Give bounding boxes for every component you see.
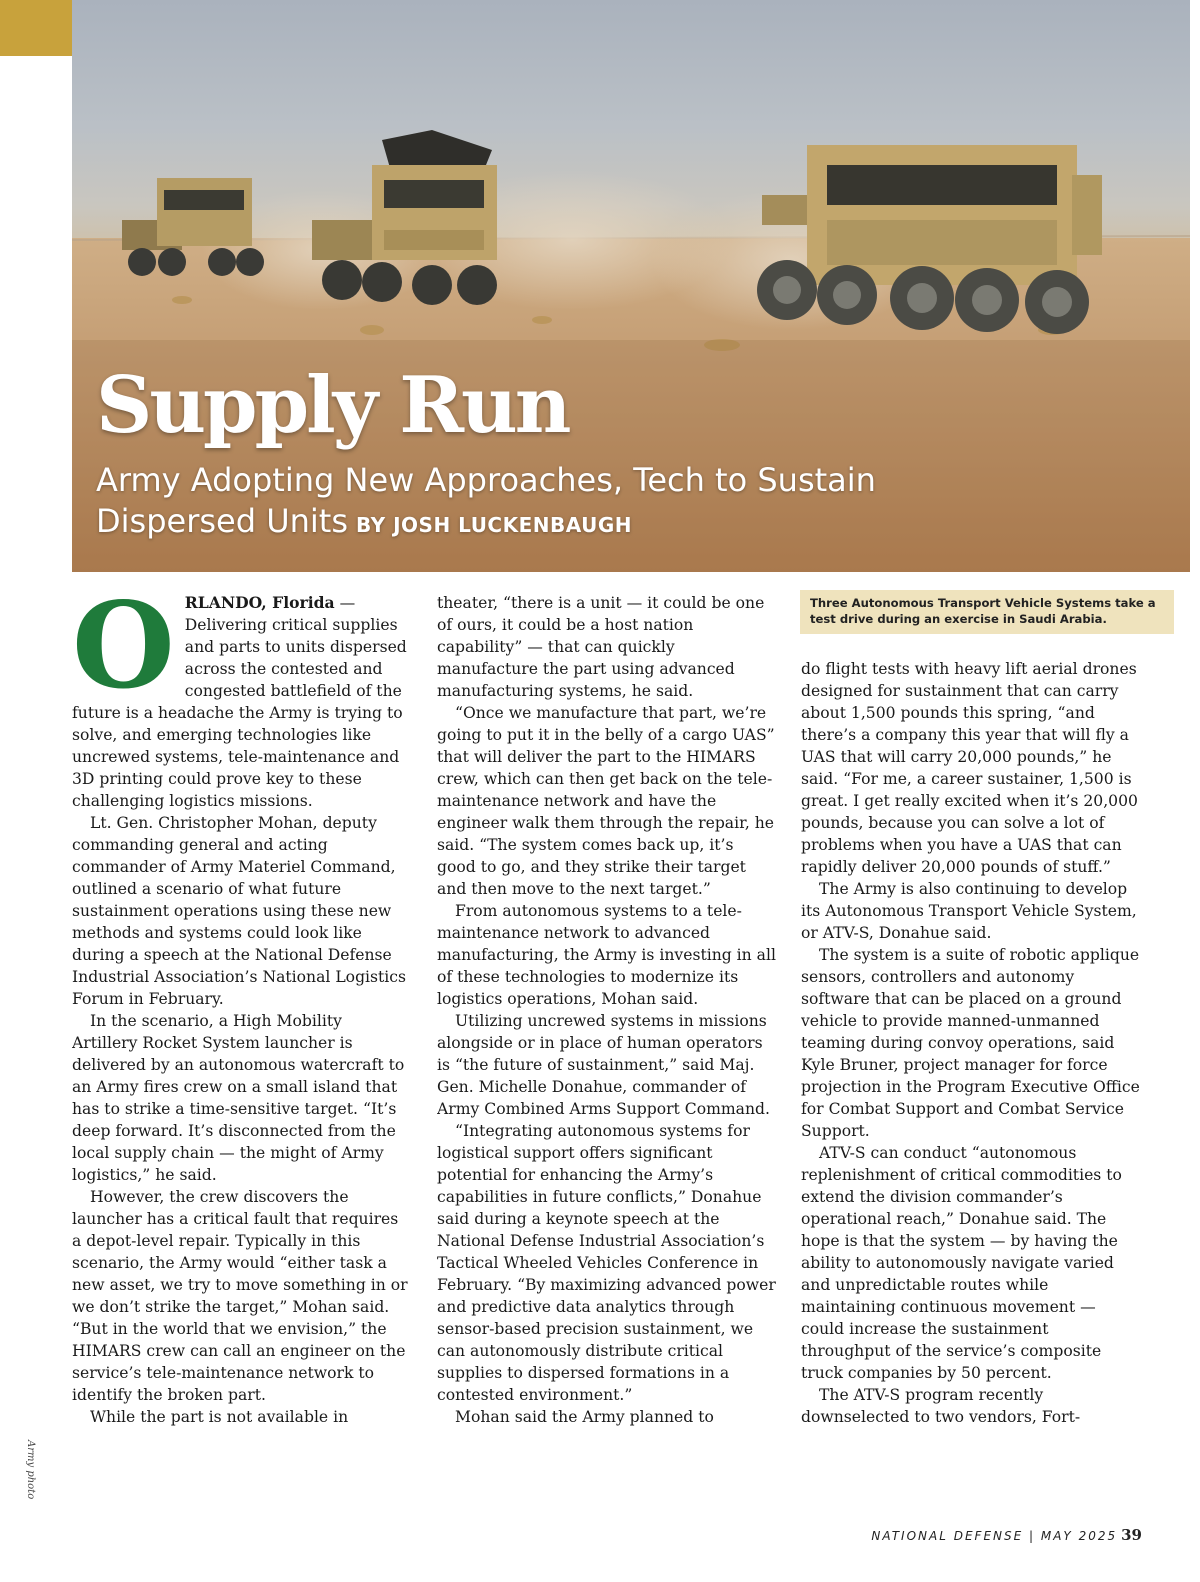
paragraph: Lt. Gen. Christopher Mohan, deputy commanding general and acting commander of Army Materiel Command, outlined a scenario of what future sustainment operations using these new methods and systems could look like during a speech at the National Defense Industrial Association’s National Logistics Forum in February. [72, 814, 407, 1008]
dateline: RLANDO, Florida [184, 593, 335, 612]
publication-line: NATIONAL DEFENSE | MAY 2025 [871, 1529, 1118, 1543]
headline: Supply Run [96, 360, 569, 451]
lead-paragraph [72, 592, 408, 812]
page-footer [871, 1526, 1142, 1544]
article-column-2 [437, 592, 777, 1428]
paragraph: theater, “there is a unit — it could be one of ours, it could be a host nation capability” — that can quickly manufacture the part using advanced manufacturing systems, he said. [437, 594, 765, 700]
paragraph: Mohan said the Army planned to [455, 1408, 714, 1426]
paragraph: “Integrating autonomous systems for logistical support offers significant potential for enhancing the Army’s capabilities in future conflicts,” Donahue said during a keynote speech at the National Defense Industrial Association’s Tactical Wheeled Vehicles Conference in February. “By maximizing advanced power and predictive data analytics through sensor-based precision sustainment, we can autonomously distribute critical supplies to dispersed formations in a contested environment.” [437, 1122, 776, 1404]
article-column-1 [72, 592, 408, 1428]
paragraph: do flight tests with heavy lift aerial drones designed for sustainment that can carry about 1,500 pounds this spring, “and there’s a company this year that will fly a UAS that will carry 20,000 pounds,” he said. “For me, a career sustainer, 1,500 is great. I get really excited when it’s 20,000 pounds, because you can solve a lot of problems when you have a UAS that can rapidly deliver 20,000 pounds of stuff.” [801, 660, 1138, 876]
paragraph: “Once we manufacture that part, we’re going to put it in the belly of a cargo UAS” that will deliver the part to the HIMARS crew, which can then get back on the tele-maintenance network and have the engineer walk them through the repair, he said. “The system comes back up, it’s good to go, and they strike their target and then move to the next target.” [437, 704, 775, 898]
photo-credit: Army photo [25, 1440, 36, 1500]
deck [96, 460, 876, 546]
truck-near [757, 145, 1102, 334]
paragraph: However, the crew discovers the launcher has a critical fault that requires a depot-level repair. Typically in this scenario, the Army would “either task a new asset, we try to move something in or we don’t strike the target,” Mohan said. “But in the world that we envision,” the HIMARS crew can call an engineer on the service’s tele-maintenance network to identify the broken part. [72, 1188, 408, 1404]
lead-text: — Delivering critical supplies and parts to units dispersed across the contested and congested battlefield of the future is a headache the Army is trying to solve, and emerging technologies like uncrewed systems, tele-maintenance and 3D printing could prove key to these challenging logistics missions. [72, 594, 407, 810]
paragraph: The Army is also continuing to develop its Autonomous Transport Vehicle System, or ATV-S, Donahue said. [801, 880, 1137, 942]
photo-caption: Three Autonomous Transport Vehicle Systems take a test drive during an exercise in Saudi Arabia. [800, 590, 1174, 634]
page-number: 39 [1121, 1526, 1142, 1544]
drop-cap: O [72, 592, 175, 715]
paragraph: While the part is not available in [90, 1408, 349, 1426]
paragraph: In the scenario, a High Mobility Artillery Rocket System launcher is delivered by an autonomous watercraft to an Army fires crew on a small island that has to strike a time-sensitive target. “It’s deep forward. It’s disconnected from the local supply chain — the might of Army logistics,” he said. [72, 1012, 405, 1184]
deck-text: Army Adopting New Approaches, Tech to Sustain Dispersed Units [96, 461, 876, 540]
paragraph: The ATV-S program recently downselected to two vendors, Fort- [801, 1386, 1081, 1426]
paragraph: ATV-S can conduct “autonomous replenishment of critical commodities to extend the division commander’s operational reach,” Donahue said. The hope is that the system — by having the ability to autonomously navigate varied and unpredictable routes while maintaining continuous movement — could increase the sustainment throughput of the service’s composite truck companies by 50 percent. [801, 1144, 1122, 1382]
paragraph: From autonomous systems to a tele-maintenance network to advanced manufacturing, the Army is investing in all of these technologies to modernize its logistics operations, Mohan said. [437, 902, 776, 1008]
byline: BY JOSH LUCKENBAUGH [356, 513, 633, 537]
article-column-3 [801, 658, 1141, 1428]
section-color-tab [0, 0, 72, 56]
paragraph: The system is a suite of robotic applique sensors, controllers and autonomy software that can be placed on a ground vehicle to provide manned-unmanned teaming during convoy operations, said Kyle Bruner, project manager for force projection in the Program Executive Office for Combat Support and Combat Service Support. [801, 946, 1140, 1140]
paragraph: Utilizing uncrewed systems in missions alongside or in place of human operators is “the future of sustainment,” said Maj. Gen. Michelle Donahue, commander of Army Combined Arms Support Command. [437, 1012, 770, 1118]
